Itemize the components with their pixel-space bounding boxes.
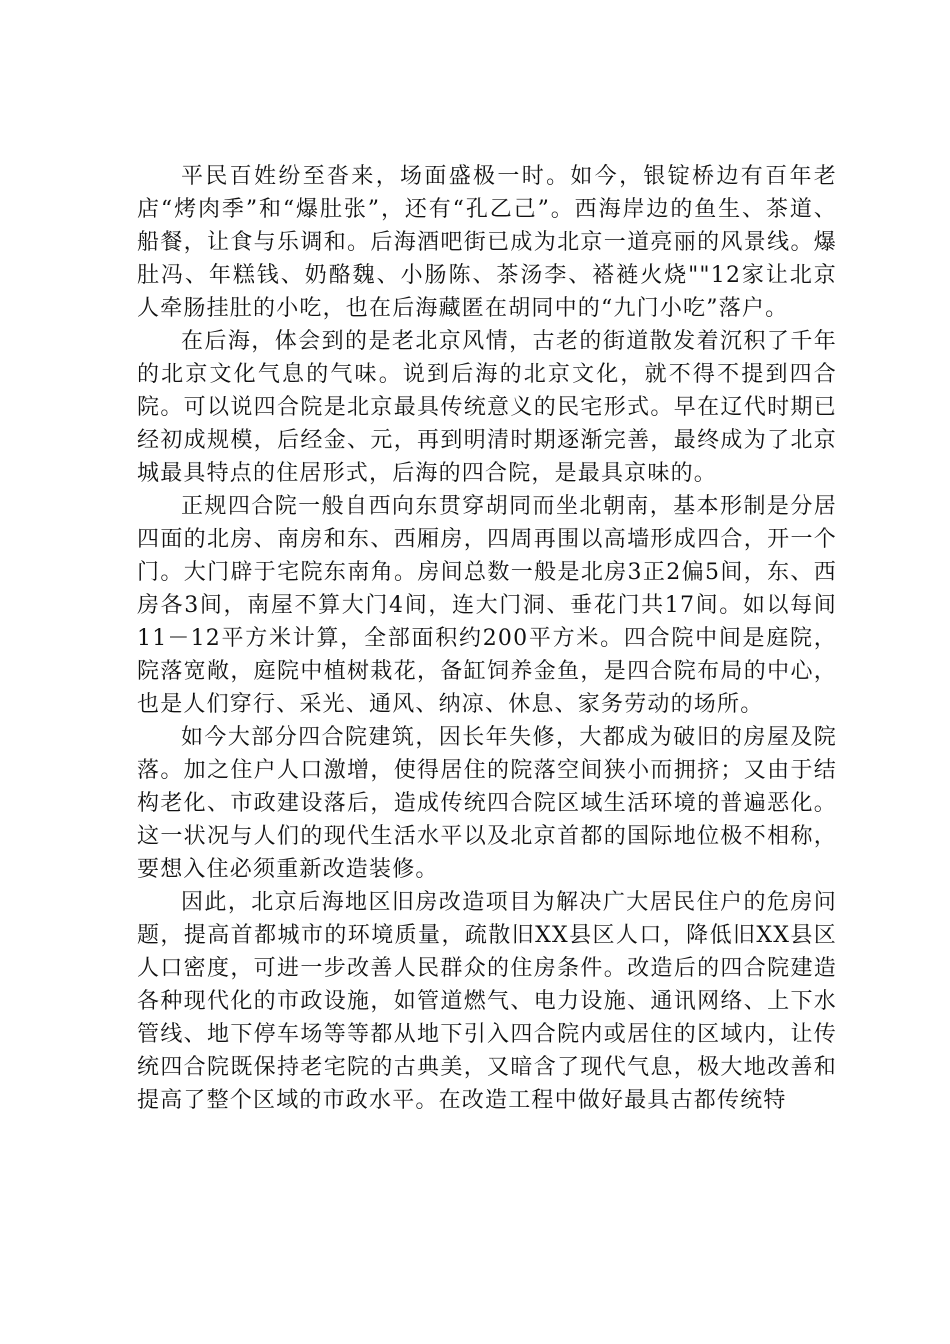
- paragraph-3: 正规四合院一般自西向东贯穿胡同而坐北朝南，基本形制是分居四面的北房、南房和东、西厢房，四周再围以高墙形成四合，开一个门。大门辟于宅院东南角。房间总数一般是北房3正2偏5间，东、西房各3间，南屋不算大门4间，连大门洞、垂花门共17间。如以每间11－12平方米计算，全部面积约200平方米。四合院中间是庭院，院落宽敞，庭院中植树栽花，备缸饲养金鱼，是四合院布局的中心，也是人们穿行、采光、通风、纳凉、休息、家务劳动的场所。: [137, 494, 837, 717]
- body-text: [137, 160, 837, 1117]
- paragraph-5: 因此，北京后海地区旧房改造项目为解决广大居民住户的危房问题，提高首都城市的环境质量，疏散旧XX县区人口，降低旧XX县区人口密度，可进一步改善人民群众的住房条件。改造后的四合院建造各种现代化的市政设施，如管道燃气、电力设施、通讯网络、上下水管线、地下停车场等等都从地下引入四合院内或居住的区域内，让传统四合院既保持老宅院的古典美，又暗含了现代气息，极大地改善和提高了整个区域的市政水平。在改造工程中做好最具古都传统特: [137, 890, 837, 1113]
- paragraph-1: 平民百姓纷至沓来，场面盛极一时。如今，银锭桥边有百年老店“烤肉季”和“爆肚张”，还有“孔乙己”。西海岸边的鱼生、茶道、船餐，让食与乐调和。后海酒吧街已成为北京一道亮丽的风景线。爆肚冯、年糕钱、奶酪魏、小肠陈、茶汤李、褡裢火烧""12家让北京人牵肠挂肚的小吃，也在后海藏匿在胡同中的“九门小吃”落户。: [137, 164, 837, 321]
- paragraph-2: 在后海，体会到的是老北京风情，古老的街道散发着沉积了千年的北京文化气息的气味。说到后海的北京文化，就不得不提到四合院。可以说四合院是北京最具传统意义的民宅形式。早在辽代时期已经初成规模，后经金、元，再到明清时期逐渐完善，最终成为了北京城最具特点的住居形式，后海的四合院，是最具京味的。: [137, 329, 837, 486]
- paragraph-4: 如今大部分四合院建筑，因长年失修，大都成为破旧的房屋及院落。加之住户人口激增，使得居住的院落空间狭小而拥挤；又由于结构老化、市政建设落后，造成传统四合院区域生活环境的普遍恶化。这一状况与人们的现代生活水平以及北京首都的国际地位极不相称，要想入住必须重新改造装修。: [137, 725, 837, 882]
